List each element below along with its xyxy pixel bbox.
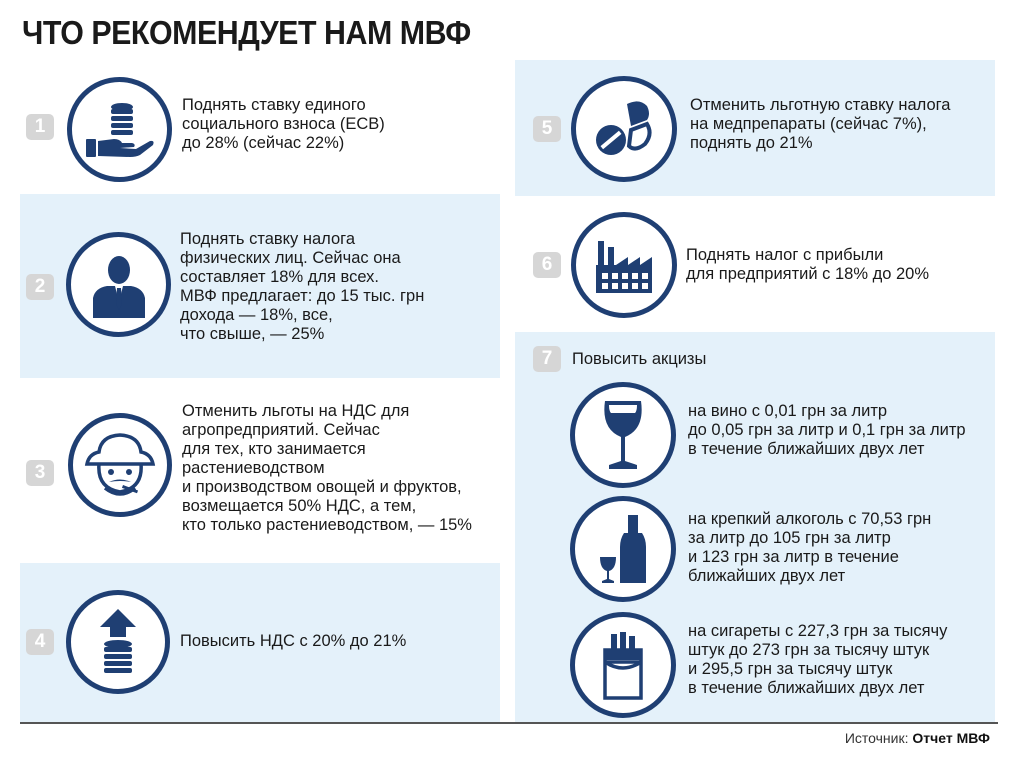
item-text-5: Отменить льготную ставку налога на медпрепараты (сейчас 7%), поднять до 21%: [690, 96, 951, 152]
page-title: ЧТО РЕКОМЕНДУЕТ НАМ МВФ: [22, 14, 471, 51]
farmer-icon: [68, 413, 172, 517]
item-text-2: Поднять ставку налога физических лиц. Сейчас она составляет 18% для всех. МВФ предлагает: до 15 тыс. грн дохода — 18%, все, что свыше, — 25%: [180, 230, 425, 343]
source-note: [845, 730, 990, 746]
excise-text-alcohol: на крепкий алкоголь с 70,53 грн за литр до 105 грн за литр и 123 грн за литр в течение ближайших двух лет: [688, 510, 932, 585]
coins-hand-icon: [67, 77, 172, 182]
source-value: Отчет МВФ: [912, 730, 990, 746]
item-number-6: 6: [533, 252, 561, 278]
item-number-5: 5: [533, 116, 561, 142]
item-text-6: Поднять налог с прибыли для предприятий с 18% до 20%: [686, 246, 930, 283]
item-text-4: Повысить НДС с 20% до 21%: [180, 632, 407, 650]
item-number-2: 2: [26, 274, 54, 300]
coins-arrow-up-icon: [66, 590, 170, 694]
source-label: Источник:: [844, 730, 909, 746]
pills-icon: [571, 76, 677, 182]
excise-text-wine: на вино с 0,01 грн за литр до 0,05 грн за литр и 0,1 грн за литр в течение ближайших двух лет: [688, 402, 966, 458]
factory-icon: [571, 212, 677, 318]
cigarettes-icon: [570, 612, 676, 718]
excise-text-cigarettes: на сигареты с 227,3 грн за тысячу штук до 273 грн за тысячу штук и 295,5 грн за тысячу штук в течение ближайших двух лет: [688, 622, 948, 697]
item-number-7: 7: [533, 346, 561, 372]
item-text-7: Повысить акцизы: [572, 350, 707, 368]
item-text-3: Отменить льготы на НДС для агропредприятий. Сейчас для тех, кто занимается растениеводством и производством овощей и фруктов, возмещается 50% НДС, а тем, кто только растениеводством, — 15%: [182, 402, 472, 534]
item-number-1: 1: [26, 114, 54, 140]
item-number-3: 3: [26, 460, 54, 486]
footer-divider: [20, 722, 998, 724]
liquor-bottle-icon: [570, 496, 676, 602]
wine-glass-icon: [570, 382, 676, 488]
item-number-4: 4: [26, 629, 54, 655]
item-text-1: Поднять ставку единого социального взноса (ЕСВ) до 28% (сейчас 22%): [182, 96, 385, 152]
person-icon: [66, 232, 171, 337]
